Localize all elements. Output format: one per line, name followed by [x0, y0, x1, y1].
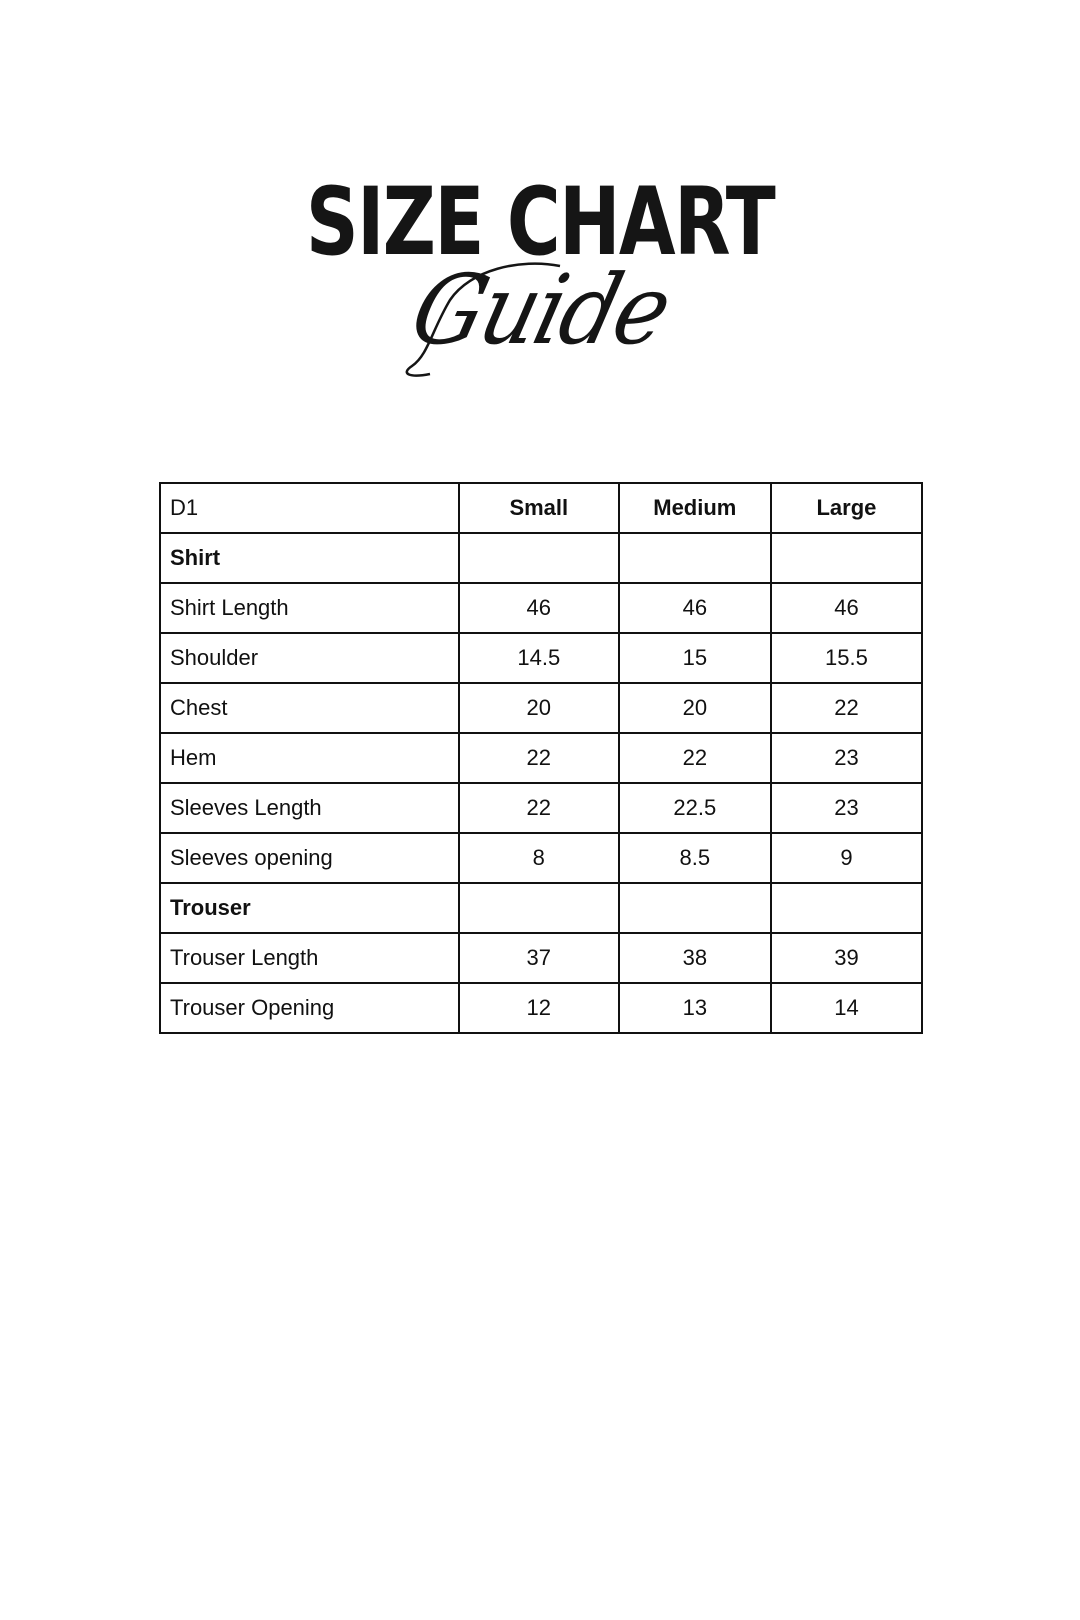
- value-cell-small: 22: [459, 733, 619, 783]
- size-table: [159, 482, 923, 1034]
- table-body: [160, 533, 922, 1033]
- section-label: Shirt: [160, 533, 459, 583]
- value-cell-small: 46: [459, 583, 619, 633]
- measurement-label: Trouser Opening: [160, 983, 459, 1033]
- value-cell-medium: 22.5: [619, 783, 771, 833]
- value-cell-large: 39: [771, 933, 922, 983]
- measurement-label: Trouser Length: [160, 933, 459, 983]
- value-cell-small: 8: [459, 833, 619, 883]
- value-cell-large: 23: [771, 733, 922, 783]
- value-cell-small: 37: [459, 933, 619, 983]
- measurement-label: Shirt Length: [160, 583, 459, 633]
- table-row: [160, 733, 922, 783]
- header-cell-small: Small: [459, 483, 619, 533]
- table-row: [160, 983, 922, 1033]
- value-cell-medium: 15: [619, 633, 771, 683]
- measurement-label: Chest: [160, 683, 459, 733]
- value-cell-large: 46: [771, 583, 922, 633]
- table-row: [160, 833, 922, 883]
- table-row: [160, 633, 922, 683]
- value-cell-large: 14: [771, 983, 922, 1033]
- value-cell-large: 23: [771, 783, 922, 833]
- value-cell-small: 12: [459, 983, 619, 1033]
- measurement-label: Hem: [160, 733, 459, 783]
- value-cell-small: 14.5: [459, 633, 619, 683]
- measurement-label: Sleeves opening: [160, 833, 459, 883]
- title-block: [0, 0, 1080, 420]
- header-cell-model: D1: [160, 483, 459, 533]
- value-cell-large: [771, 533, 922, 583]
- value-cell-medium: 13: [619, 983, 771, 1033]
- value-cell-small: [459, 883, 619, 933]
- table-section-row: [160, 883, 922, 933]
- value-cell-medium: 22: [619, 733, 771, 783]
- table-section-row: [160, 533, 922, 583]
- value-cell-large: 15.5: [771, 633, 922, 683]
- value-cell-medium: [619, 533, 771, 583]
- table-row: [160, 583, 922, 633]
- value-cell-medium: 38: [619, 933, 771, 983]
- table-row: [160, 783, 922, 833]
- value-cell-large: 22: [771, 683, 922, 733]
- value-cell-medium: 8.5: [619, 833, 771, 883]
- section-label: Trouser: [160, 883, 459, 933]
- header-cell-medium: Medium: [619, 483, 771, 533]
- measurement-label: Shoulder: [160, 633, 459, 683]
- page-subtitle: Guide: [401, 254, 680, 366]
- value-cell-small: 20: [459, 683, 619, 733]
- table-header-row: [160, 483, 922, 533]
- header-cell-large: Large: [771, 483, 922, 533]
- value-cell-large: 9: [771, 833, 922, 883]
- value-cell-small: [459, 533, 619, 583]
- value-cell-large: [771, 883, 922, 933]
- value-cell-small: 22: [459, 783, 619, 833]
- value-cell-medium: [619, 883, 771, 933]
- value-cell-medium: 46: [619, 583, 771, 633]
- value-cell-medium: 20: [619, 683, 771, 733]
- table-row: [160, 933, 922, 983]
- measurement-label: Sleeves Length: [160, 783, 459, 833]
- page-title: SIZE CHART: [305, 168, 775, 277]
- table-row: [160, 683, 922, 733]
